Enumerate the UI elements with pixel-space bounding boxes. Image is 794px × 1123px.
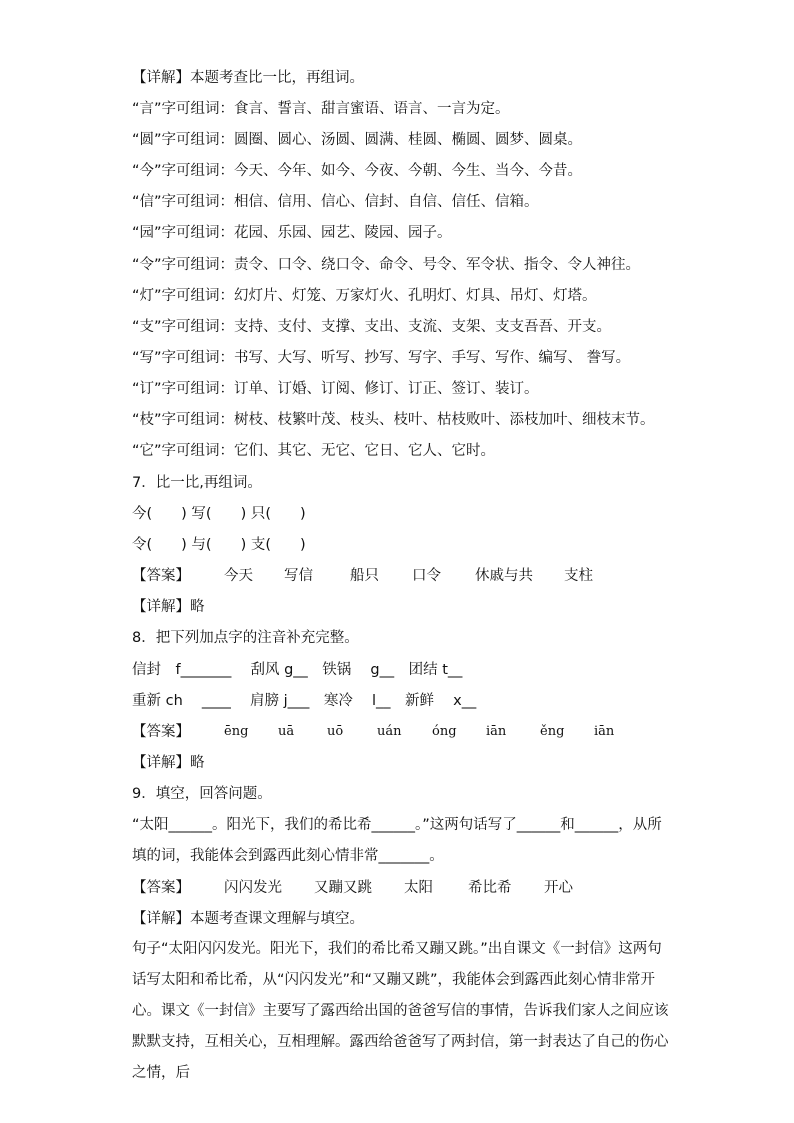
answer-item: 开心 bbox=[544, 880, 573, 896]
answer-row-9 bbox=[132, 878, 672, 898]
question-8-row-1: 信封 f_______ 刮风 g__ 铁锅 g__ 团结 t__ bbox=[132, 662, 463, 678]
answer-item: óng bbox=[432, 724, 457, 739]
answer-label: 【答案】 bbox=[132, 880, 190, 896]
word-group-line: “写”字可组词：书写、大写、听写、抄写、写字、手写、写作、编写、 誊写。 bbox=[132, 350, 631, 366]
answer-row-8 bbox=[132, 722, 672, 742]
question-8-title: 8．把下列加点字的注音补充完整。 bbox=[132, 630, 359, 646]
answer-item: 太阳 bbox=[404, 880, 433, 896]
answer-item: uā bbox=[278, 724, 295, 739]
word-group-line: “订”字可组词：订单、订婚、订阅、修订、订正、签订、装订。 bbox=[132, 381, 539, 397]
word-group-line: “支”字可组词：支持、支付、支撑、支出、支流、支架、支支吾吾、开支。 bbox=[132, 319, 612, 335]
answer-item: 船只 bbox=[350, 568, 379, 584]
word-group-line: “令”字可组词：责令、口令、绕口令、命令、号令、军令状、指令、令人神往。 bbox=[132, 257, 641, 273]
answer-item: 写信 bbox=[284, 568, 313, 584]
answer-row-7 bbox=[132, 566, 672, 586]
question-7-row-1: 今( ) 写( ) 只( ) bbox=[132, 506, 306, 522]
word-group-line: “今”字可组词：今天、今年、如今、今夜、今朝、今生、当今、今昔。 bbox=[132, 163, 583, 179]
explanation-line: 【详解】略 bbox=[132, 755, 205, 771]
answer-label: 【答案】 bbox=[132, 568, 190, 584]
question-9-title: 9．填空，回答问题。 bbox=[132, 786, 272, 802]
answer-item: uán bbox=[377, 724, 402, 739]
explanation-paragraph: 句子“太阳闪闪发光。阳光下，我们的希比希又蹦又跳。”出自课文《一封信》这两句话写太阳和希比希，从“闪闪发光”和“又蹦又跳”，我能体会到露西此刻心情非常开心。课文《一封信》主要写了露西给出国的爸爸写信的事情，告诉我们家人之间应该默默支持，互相关心，互相理解。露西给爸爸写了两封信，第一封表达了自己的伤心之情，后 bbox=[132, 941, 669, 1081]
question-9-text: “太阳______。阳光下，我们的希比希______。”这两句话写了______和______，从所填的词，我能体会到露西此刻心情非常_______。 bbox=[132, 817, 662, 864]
answer-item: ēng bbox=[224, 724, 249, 739]
answer-item: 又蹦又跳 bbox=[314, 880, 372, 896]
answer-item: iān bbox=[486, 724, 507, 739]
explanation-line: 【详解】略 bbox=[132, 599, 205, 615]
answer-item: iān bbox=[594, 724, 615, 739]
word-group-line: “信”字可组词：相信、信用、信心、信封、自信、信任、信箱。 bbox=[132, 194, 539, 210]
explanation-heading: 【详解】本题考查比一比，再组词。 bbox=[132, 70, 364, 86]
word-group-line: “它”字可组词：它们、其它、无它、它日、它人、它时。 bbox=[132, 443, 496, 459]
answer-label: 【答案】 bbox=[132, 724, 190, 740]
answer-item: 口令 bbox=[412, 568, 441, 584]
answer-item: uō bbox=[327, 724, 344, 739]
question-7-row-2: 令( ) 与( ) 支( ) bbox=[132, 537, 306, 553]
word-group-line: “灯”字可组词：幻灯片、灯笼、万家灯火、孔明灯、灯具、吊灯、灯塔。 bbox=[132, 288, 597, 304]
answer-item: 今天 bbox=[224, 568, 253, 584]
word-group-line: “园”字可组词：花园、乐园、园艺、陵园、园子。 bbox=[132, 225, 452, 241]
word-group-line: “言”字可组词：食言、誓言、甜言蜜语、语言、一言为定。 bbox=[132, 101, 510, 117]
word-group-line: “圆”字可组词：圆圈、圆心、汤圆、圆满、桂圆、椭圆、圆梦、圆桌。 bbox=[132, 132, 583, 148]
question-7-title: 7．比一比,再组词。 bbox=[132, 475, 262, 491]
explanation-heading: 【详解】本题考查课文理解与填空。 bbox=[132, 911, 364, 927]
answer-item: 闪闪发光 bbox=[224, 880, 282, 896]
answer-item: 休戚与共 bbox=[475, 568, 533, 584]
answer-item: 希比希 bbox=[468, 880, 512, 896]
question-8-row-2: 重新 ch ____ 肩膀 j___ 寒冷 l__ 新鲜 x__ bbox=[132, 693, 477, 709]
word-group-line: “枝”字可组词：树枝、枝繁叶茂、枝头、枝叶、枯枝败叶、添枝加叶、细枝末节。 bbox=[132, 412, 655, 428]
answer-item: 支柱 bbox=[564, 568, 593, 584]
answer-item: ěng bbox=[540, 724, 565, 739]
